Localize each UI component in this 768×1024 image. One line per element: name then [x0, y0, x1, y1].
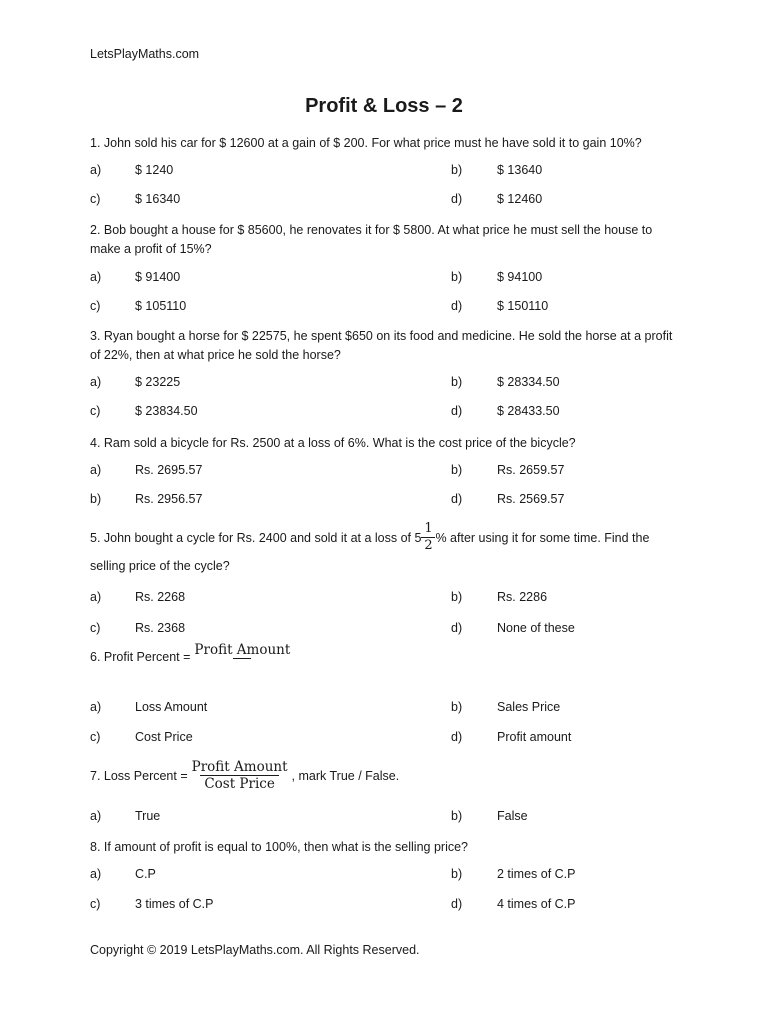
fraction-loss-percent — [188, 759, 292, 792]
option-value: 2 times of C.P — [497, 867, 576, 881]
option-label: a) — [90, 163, 102, 177]
option-value: $ 13640 — [497, 163, 543, 177]
option-label: d) — [451, 299, 463, 313]
option-value: Rs. 2659.57 — [497, 463, 565, 477]
option-label: b) — [451, 809, 463, 823]
option-label: b) — [451, 700, 463, 714]
option-value: Rs. 2368 — [135, 621, 186, 635]
option-value: $ 23834.50 — [135, 404, 198, 418]
question-3: 3. Ryan bought a horse for $ 22575, he spent $650 on its food and medicine. He sold the horse at a profit of 22%, then at what price he sold the horse? — [90, 329, 673, 362]
question-2: 2. Bob bought a house for $ 85600, he renovates it for $ 5800. At what price he must sell the house to make a profit of 15%? — [90, 223, 653, 256]
fraction-profit-percent — [190, 642, 294, 661]
option-value: $ 94100 — [497, 270, 543, 284]
option-value: $ 16340 — [135, 192, 181, 206]
fraction-one-half — [421, 521, 435, 554]
option-value: $ 105110 — [135, 299, 187, 313]
question-5 — [90, 521, 649, 554]
option-value: 3 times of C.P — [135, 897, 214, 911]
option-label: c) — [90, 897, 101, 911]
option-label: d) — [451, 192, 463, 206]
option-label: b) — [451, 867, 463, 881]
option-label: a) — [90, 809, 102, 823]
site-name: LetsPlayMaths.com — [90, 47, 200, 61]
question-5-text-after: % after using it for some time. Find the — [435, 530, 650, 545]
option-label: d) — [451, 621, 463, 635]
fraction-numerator: Profit Amount — [194, 641, 291, 658]
fraction-denominator: 2 — [421, 537, 435, 554]
option-value: C.P — [135, 867, 156, 881]
option-label: a) — [90, 590, 102, 604]
question-7-text-before: 7. Loss Percent = — [90, 768, 188, 783]
fraction-denominator: Cost Price — [200, 775, 279, 792]
option-value: Cost Price — [135, 730, 193, 744]
option-label: d) — [451, 492, 463, 506]
fraction-numerator: Profit Amount — [191, 759, 288, 775]
option-label: a) — [90, 867, 102, 881]
option-value: 4 times of C.P — [497, 897, 576, 911]
option-label: a) — [90, 270, 102, 284]
option-value: $ 23225 — [135, 375, 181, 389]
option-value: Sales Price — [497, 700, 561, 714]
page-title: Profit & Loss – 2 — [305, 95, 463, 117]
option-value: None of these — [497, 621, 575, 635]
option-label: b) — [451, 375, 463, 389]
option-label: a) — [90, 700, 102, 714]
option-value: $ 91400 — [135, 270, 181, 284]
option-label: d) — [451, 404, 463, 418]
option-value: $ 12460 — [497, 192, 543, 206]
question-8: 8. If amount of profit is equal to 100%, then what is the selling price? — [90, 840, 468, 854]
option-label: b) — [451, 270, 463, 284]
question-4: 4. Ram sold a bicycle for Rs. 2500 at a loss of 6%. What is the cost price of the bicycle? — [90, 436, 576, 450]
question-7 — [90, 759, 399, 792]
question-6-text: 6. Profit Percent = — [90, 650, 191, 664]
fraction-denominator — [233, 658, 251, 661]
option-value: $ 150110 — [497, 299, 549, 313]
copyright-footer: Copyright © 2019 LetsPlayMaths.com. All Rights Reserved. — [90, 943, 420, 957]
option-label: d) — [451, 730, 463, 744]
fraction-numerator: 1 — [424, 521, 433, 536]
question-5-text-before: 5. John bought a cycle for Rs. 2400 and sold it at a loss of 5 — [90, 530, 422, 545]
option-value: Rs. 2569.57 — [497, 492, 565, 506]
option-label: c) — [90, 404, 101, 418]
option-label: b) — [90, 492, 102, 506]
option-value: $ 28433.50 — [497, 404, 560, 418]
option-value: Rs. 2956.57 — [135, 492, 203, 506]
option-label: a) — [90, 463, 102, 477]
option-label: c) — [90, 621, 101, 635]
option-label: b) — [451, 463, 463, 477]
option-value: Rs. 2268 — [135, 590, 186, 604]
option-label: b) — [451, 590, 463, 604]
option-value: Rs. 2286 — [497, 590, 548, 604]
option-value: $ 1240 — [135, 163, 174, 177]
option-label: d) — [451, 897, 463, 911]
option-value: True — [135, 809, 161, 823]
option-label: b) — [451, 163, 463, 177]
option-value: Loss Amount — [135, 700, 208, 714]
option-label: a) — [90, 375, 102, 389]
option-label: c) — [90, 730, 101, 744]
question-7-text-after: , mark True / False. — [291, 768, 400, 783]
question-6 — [90, 641, 294, 664]
question-5-line-2: selling price of the cycle? — [90, 559, 230, 573]
question-1: 1. John sold his car for $ 12600 at a gain of $ 200. For what price must he have sold it to gain 10%? — [90, 136, 642, 150]
option-value: $ 28334.50 — [497, 375, 560, 389]
option-label: c) — [90, 299, 101, 313]
option-label: c) — [90, 192, 101, 206]
option-value: Profit amount — [497, 730, 572, 744]
option-value: Rs. 2695.57 — [135, 463, 203, 477]
option-value: False — [497, 809, 528, 823]
